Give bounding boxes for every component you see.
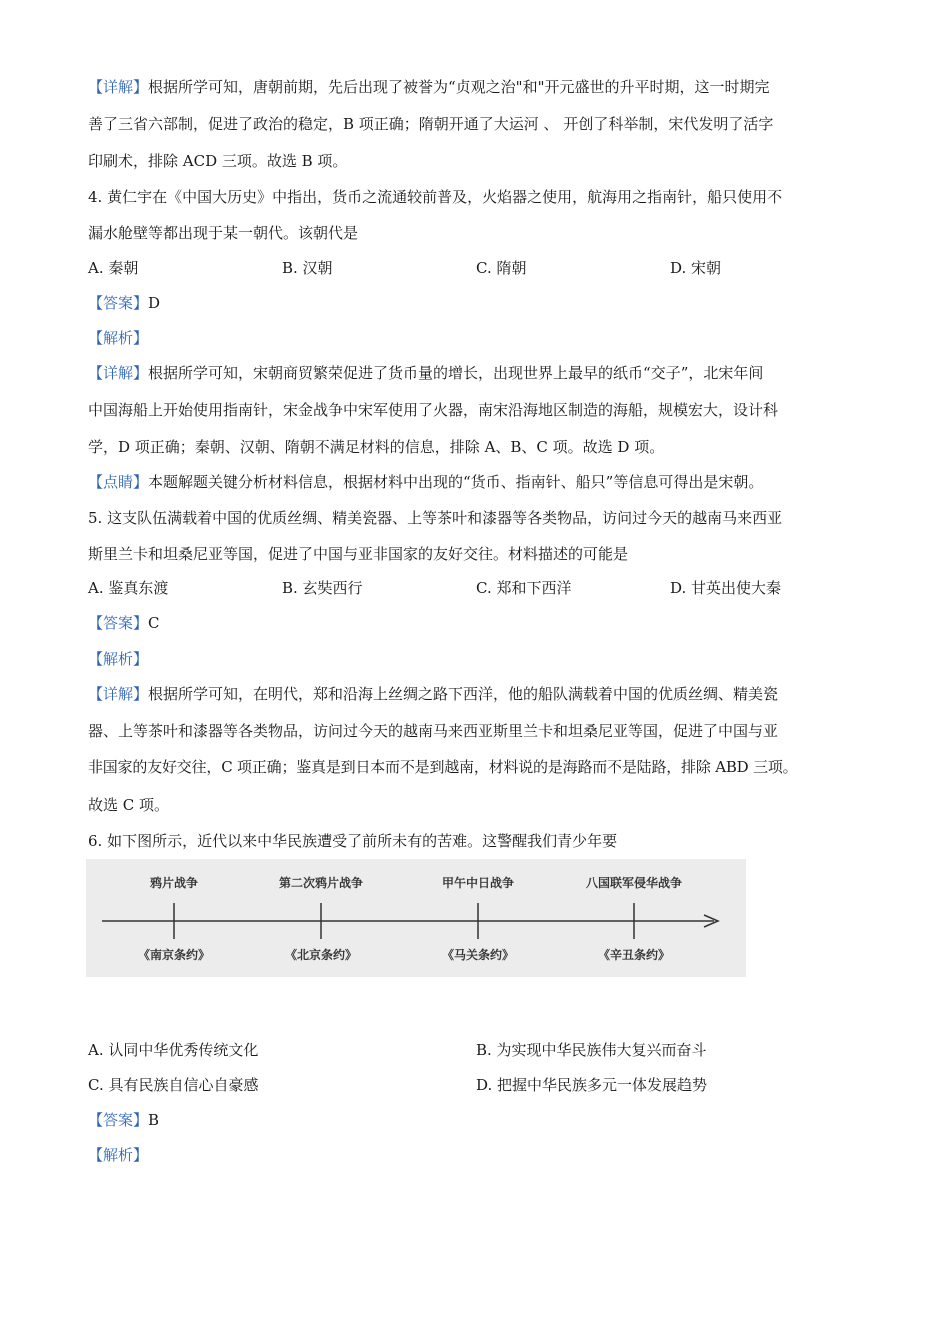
q6-option-d: D. 把握中华民族多元一体发展趋势 — [476, 1076, 708, 1094]
q4-stem-line-2: 漏水舱壁等都出现于某一朝代。该朝代是 — [88, 224, 359, 242]
q5-detail-line-3: 非国家的友好交往，C 项正确；鉴真是到日本而不是到越南，材料说的是海路而不是陆路，排除 ABD 三项。 — [88, 758, 798, 776]
q4-option-b: B. 汉朝 — [282, 259, 333, 277]
q3-detail-line-3: 印刷术，排除 ACD 三项。故选 B 项。 — [88, 152, 348, 170]
q4-answer-value: D — [148, 294, 161, 312]
answer-tag: 【答案】 — [88, 294, 149, 312]
q4-point — [88, 471, 763, 493]
q3-detail-line-2: 善了三省六部制，促进了政治的稳定，B 项正确；隋朝开通了大运河 、 开创了科举制，宋代发明了活字 — [88, 115, 774, 133]
q4-detail-text-1: 根据所学可知，宋朝商贸繁荣促进了货币量的增长，出现世界上最早的纸币“交子”，北宋年间 — [148, 364, 764, 382]
point-tag: 【点睛】 — [88, 473, 149, 491]
detail-tag: 【详解】 — [88, 685, 149, 703]
q5-detail-line-4: 故选 C 项。 — [88, 796, 170, 814]
timeline-treaty-3: 《马关条约》 — [441, 948, 515, 962]
timeline-event-2: 第二次鸦片战争 — [278, 876, 364, 890]
q3-detail-line-1 — [88, 76, 770, 98]
q5-answer-value: C — [148, 614, 160, 632]
q5-option-b: B. 玄奘西行 — [282, 579, 363, 597]
q5-stem-line-1: 5. 这支队伍满载着中国的优质丝绸、精美瓷器、上等茶叶和漆器等各类物品，访问过今天的越南马来西亚 — [88, 509, 783, 527]
q4-stem-line-1: 4. 黄仁宇在《中国大历史》中指出，货币之流通较前普及，火焰器之使用，航海用之指南针，船只使用不 — [88, 188, 783, 206]
detail-tag: 【详解】 — [88, 78, 149, 96]
q4-option-a: A. 秦朝 — [88, 259, 139, 277]
q4-detail-line-2: 中国海船上开始使用指南针，宋金战争中宋军使用了火器，南宋沿海地区制造的海船，规模宏大，设计科 — [88, 401, 779, 419]
q6-analysis-tag: 【解析】 — [88, 1146, 149, 1164]
q6-stem: 6. 如下图所示，近代以来中华民族遭受了前所未有的苦难。这警醒我们青少年要 — [88, 832, 618, 850]
q3-detail-text-1: 根据所学可知，唐朝前期，先后出现了被誉为“贞观之治"和"开元盛世的升平时期，这一时期完 — [148, 78, 770, 96]
q4-option-d: D. 宋朝 — [670, 259, 722, 277]
q6-option-c: C. 具有民族自信心自豪感 — [88, 1076, 259, 1094]
answer-tag: 【答案】 — [88, 1111, 149, 1129]
q5-answer — [88, 612, 160, 634]
q6-option-a: A. 认同中华优秀传统文化 — [88, 1041, 259, 1059]
q4-answer — [88, 292, 160, 314]
q6-answer — [88, 1109, 159, 1131]
q6-timeline-figure — [86, 859, 746, 977]
timeline-treaty-4: 《辛丑条约》 — [597, 948, 671, 962]
answer-tag: 【答案】 — [88, 614, 149, 632]
q5-option-a: A. 鉴真东渡 — [88, 579, 169, 597]
timeline-event-4: 八国联军侵华战争 — [585, 876, 683, 890]
q5-stem-line-2: 斯里兰卡和坦桑尼亚等国，促进了中国与亚非国家的友好交往。材料描述的可能是 — [88, 545, 629, 563]
q5-option-c: C. 郑和下西洋 — [476, 579, 572, 597]
timeline-event-3: 甲午中日战争 — [441, 876, 515, 890]
q5-option-d: D. 甘英出使大秦 — [670, 579, 782, 597]
q4-point-text: 本题解题关键分析材料信息，根据材料中出现的“货币、指南针、船只”等信息可得出是宋朝。 — [148, 473, 764, 491]
detail-tag: 【详解】 — [88, 364, 149, 382]
q5-detail-line-1 — [88, 683, 778, 705]
q5-detail-line-2: 器、上等茶叶和漆器等各类物品，访问过今天的越南马来西亚斯里兰卡和坦桑尼亚等国，促进了中国与亚 — [88, 722, 779, 740]
timeline-svg — [86, 859, 746, 977]
q4-option-c: C. 隋朝 — [476, 259, 527, 277]
timeline-treaty-1: 《南京条约》 — [137, 948, 211, 962]
timeline-treaty-2: 《北京条约》 — [284, 948, 358, 962]
q4-detail-line-1 — [88, 362, 763, 384]
timeline-event-1: 鸦片战争 — [149, 876, 199, 890]
q6-answer-value: B — [148, 1111, 160, 1129]
q5-analysis-tag: 【解析】 — [88, 650, 149, 668]
q4-detail-line-3: 学，D 项正确；秦朝、汉朝、隋朝不满足材料的信息，排除 A、B、C 项。故选 D 项。 — [88, 438, 665, 456]
q6-option-b: B. 为实现中华民族伟大复兴而奋斗 — [476, 1041, 707, 1059]
q4-analysis-tag: 【解析】 — [88, 329, 149, 347]
q5-detail-text-1: 根据所学可知，在明代，郑和沿海上丝绸之路下西洋，他的船队满载着中国的优质丝绸、精美瓷 — [148, 685, 779, 703]
